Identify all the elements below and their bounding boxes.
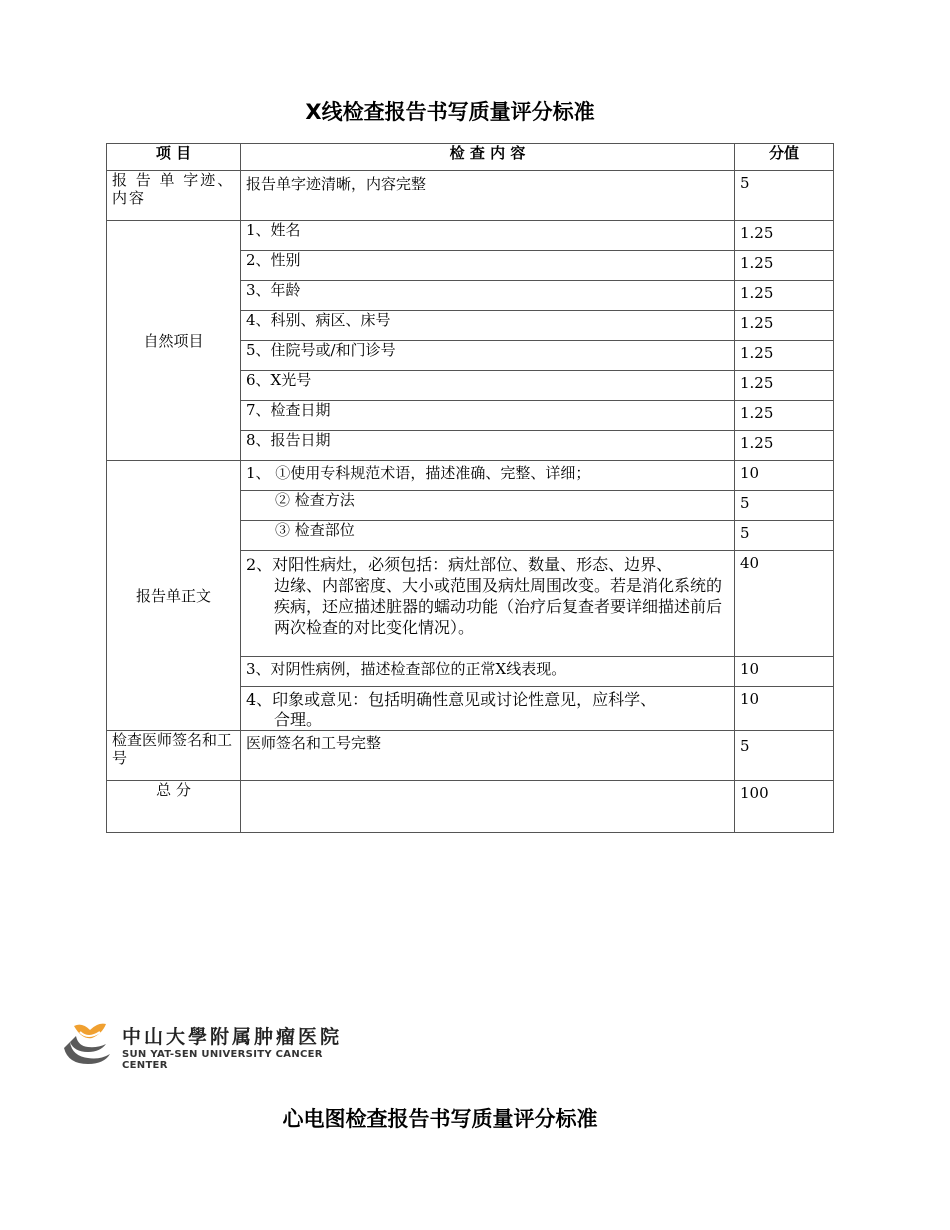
content-cell: 1、姓名 — [241, 221, 735, 251]
content-line: 4、印象或意见：包括明确性意见或讨论性意见，应科学、 — [246, 690, 657, 709]
score-cell: 1.25 — [735, 221, 834, 251]
content-line: 2、对阳性病灶，必须包括：病灶部位、数量、形态、边界、 — [246, 555, 673, 574]
content-cell: 报告单字迹清晰，内容完整 — [241, 171, 735, 221]
score-cell: 1.25 — [735, 311, 834, 341]
content-cell: 5、住院号或/和门诊号 — [241, 341, 735, 371]
score-cell: 1.25 — [735, 431, 834, 461]
score-cell: 1.25 — [735, 281, 834, 311]
section-title: 心电图检查报告书写质量评分标准 — [282, 1107, 598, 1131]
header-content: 检 查 内 容 — [241, 144, 735, 171]
score-cell: 10 — [735, 687, 834, 731]
header-item: 项 目 — [107, 144, 241, 171]
content-cell: 4、科别、病区、床号 — [241, 311, 735, 341]
score-cell: 1.25 — [735, 371, 834, 401]
hospital-logo-icon — [60, 1018, 112, 1068]
header-score: 分值 — [735, 144, 834, 171]
content-line: 边缘、内部密度、大小或范围及病灶周围改变。若是消化系统的疾病，还应描述脏器的蠕动功能（治疗后复查者要详细描述前后两次检查的对比变化情况）。 — [274, 576, 723, 637]
scoring-table — [106, 143, 834, 833]
category-cell: 报告单正文 — [107, 461, 241, 731]
category-cell: 检查医师签名和工号 — [107, 731, 241, 781]
score-cell: 5 — [735, 171, 834, 221]
page-title: X线检查报告书写质量评分标准 — [305, 100, 595, 124]
score-cell: 5 — [735, 521, 834, 551]
score-cell: 5 — [735, 491, 834, 521]
content-cell: 7、检查日期 — [241, 401, 735, 431]
category-cell: 报 告 单 字迹、内容 — [107, 171, 241, 221]
table-row — [107, 461, 834, 491]
content-cell — [241, 551, 735, 657]
score-cell: 10 — [735, 657, 834, 687]
score-cell: 100 — [735, 781, 834, 833]
content-cell: 医师签名和工号完整 — [241, 731, 735, 781]
content-cell — [241, 781, 735, 833]
content-cell: 8、报告日期 — [241, 431, 735, 461]
score-cell: 1.25 — [735, 251, 834, 281]
score-cell: 40 — [735, 551, 834, 657]
content-cell: 3、对阴性病例，描述检查部位的正常X线表现。 — [241, 657, 735, 687]
score-cell: 5 — [735, 731, 834, 781]
category-cell: 自然项目 — [107, 221, 241, 461]
logo-chinese-name: 中山大學附属肿瘤医院 — [122, 1026, 343, 1048]
logo-english-name: SUN YAT-SEN UNIVERSITY CANCER CENTER — [122, 1049, 323, 1071]
score-cell: 10 — [735, 461, 834, 491]
category-cell: 总 分 — [107, 781, 241, 833]
content-cell: ③ 检查部位 — [241, 521, 735, 551]
content-cell: ② 检查方法 — [241, 491, 735, 521]
content-cell: 2、性别 — [241, 251, 735, 281]
content-cell: 3、年龄 — [241, 281, 735, 311]
content-cell — [241, 687, 735, 731]
content-cell: 6、X光号 — [241, 371, 735, 401]
score-cell: 1.25 — [735, 341, 834, 371]
table-row — [107, 781, 834, 833]
table-row — [107, 221, 834, 251]
score-cell: 1.25 — [735, 401, 834, 431]
table-header-row — [107, 144, 834, 171]
content-cell: 1、 ①使用专科规范术语，描述准确、完整、详细； — [241, 461, 735, 491]
table-row — [107, 731, 834, 781]
table-row — [107, 171, 834, 221]
content-line: 合理。 — [274, 710, 323, 729]
hospital-logo — [60, 1018, 350, 1071]
